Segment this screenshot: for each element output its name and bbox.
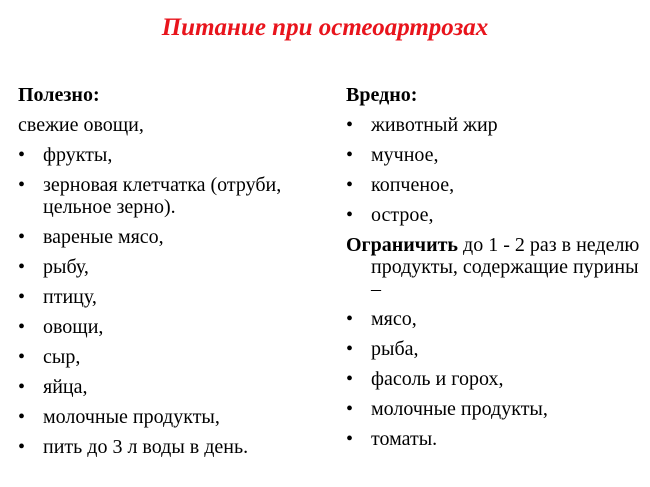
list-item: • животный жир — [346, 114, 642, 136]
list-item: • пить до 3 л воды в день. — [18, 436, 328, 458]
limit-text: до 1 - 2 раз в неделю продукты, содержащие пурины – — [371, 234, 640, 300]
list-item: • томаты. — [346, 428, 642, 450]
list-item: • рыбу, — [18, 256, 328, 278]
list-item: • яйца, — [18, 376, 328, 398]
useful-list — [18, 144, 328, 458]
list-item: • мучное, — [346, 144, 642, 166]
harmful-heading: Вредно: — [346, 84, 418, 106]
limit-paragraph — [346, 234, 642, 300]
list-item: • вареные мясо, — [18, 226, 328, 248]
page-title: Питание при остеоартрозах — [161, 14, 489, 41]
list-item: • молочные продукты, — [18, 406, 328, 428]
list-item: • зерновая клетчатка (отруби, цельное зерно). — [18, 174, 328, 218]
list-item: • птицу, — [18, 286, 328, 308]
list-item: • овощи, — [18, 316, 328, 338]
list-item: • рыба, — [346, 338, 642, 360]
limited-list — [346, 308, 642, 450]
list-item: • сыр, — [18, 346, 328, 368]
harmful-column — [346, 84, 642, 458]
list-item: • фрукты, — [18, 144, 328, 166]
harmful-list — [346, 114, 642, 226]
list-item: • молочные продукты, — [346, 398, 642, 420]
list-item: • острое, — [346, 204, 642, 226]
useful-heading: Полезно: — [18, 84, 100, 106]
limit-label: Ограничить — [346, 234, 459, 256]
list-item: • мясо, — [346, 308, 642, 330]
list-item: • копченое, — [346, 174, 642, 196]
useful-intro: свежие овощи, — [18, 114, 144, 136]
useful-column — [18, 84, 328, 466]
list-item: • фасоль и горох, — [346, 368, 642, 390]
